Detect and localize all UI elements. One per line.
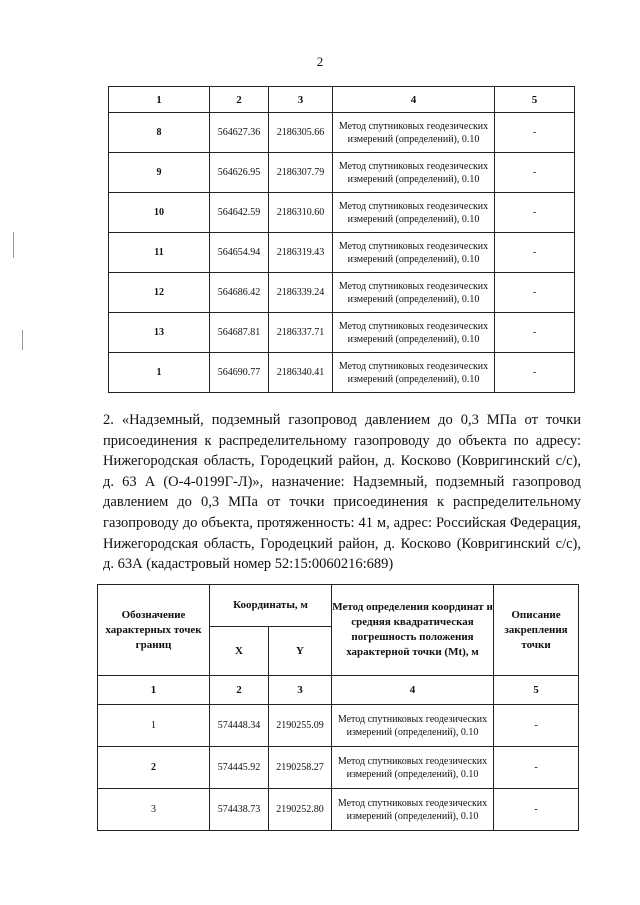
coord-y: 2186307.79 <box>269 153 333 193</box>
method-text: Метод спутниковых геодезических измерений (определений), 0.10 <box>332 789 494 831</box>
table-row <box>109 273 575 313</box>
method-text: Метод спутниковых геодезических измерений (определений), 0.10 <box>333 313 495 353</box>
coord-y: 2190258.27 <box>269 747 332 789</box>
method-text: Метод спутниковых геодезических измерений (определений), 0.10 <box>333 153 495 193</box>
table-row <box>109 193 575 233</box>
coord-y: 2186339.24 <box>269 273 333 313</box>
method-text: Метод спутниковых геодезических измерений (определений), 0.10 <box>333 233 495 273</box>
point-description: - <box>494 705 579 747</box>
table-row <box>109 353 575 393</box>
point-id: 1 <box>109 353 210 393</box>
coord-x: 564627.36 <box>210 113 269 153</box>
coord-x: 564687.81 <box>210 313 269 353</box>
method-text: Метод спутниковых геодезических измерений (определений), 0.10 <box>333 353 495 393</box>
column-number-1: 1 <box>109 87 210 113</box>
point-description: - <box>495 273 575 313</box>
point-description: - <box>495 353 575 393</box>
point-description: - <box>495 193 575 233</box>
header-y: Y <box>269 627 332 676</box>
table-row <box>109 153 575 193</box>
point-description: - <box>494 789 579 831</box>
table-row <box>98 705 579 747</box>
column-number-1: 1 <box>98 676 210 705</box>
coord-y: 2186305.66 <box>269 113 333 153</box>
coord-x: 564686.42 <box>210 273 269 313</box>
point-id: 12 <box>109 273 210 313</box>
point-id: 9 <box>109 153 210 193</box>
point-description: - <box>495 313 575 353</box>
column-number-5: 5 <box>495 87 575 113</box>
column-number-row <box>98 676 579 705</box>
object-description-paragraph: 2. «Надземный, подземный газопровод давлением до 0,3 МПа от точки присоединения к распределительному газопроводу до объекта по адресу: Нижегородская область, Городецкий район, д. Косково (Ковригинский с/с), д. 63 А (О-4-0199Г-Л)», назначение: Надземный, подземный газопровод давлением до 0,3 МПа от точки присоединения к распределительному газопроводу до объекта, протяженность: 41 м, адрес: Российская Федерация, Нижегородская область, Городецкий район, д. Косково (Ковригинский с/с), д. 63А (кадастровый номер 52:15:0060216:689) <box>103 412 581 573</box>
point-id: 1 <box>98 705 210 747</box>
coordinates-table <box>97 584 579 831</box>
point-id: 3 <box>98 789 210 831</box>
point-id: 10 <box>109 193 210 233</box>
column-number-2: 2 <box>210 676 269 705</box>
coord-x: 564690.77 <box>210 353 269 393</box>
header-description: Описание закрепления точки <box>494 585 579 676</box>
coordinates-table-continued <box>108 86 575 393</box>
table-row <box>109 313 575 353</box>
header-coordinates: Координаты, м <box>210 585 332 627</box>
coord-y: 2186340.41 <box>269 353 333 393</box>
coord-y: 2186310.60 <box>269 193 333 233</box>
coord-x: 574445.92 <box>210 747 269 789</box>
coord-y: 2190255.09 <box>269 705 332 747</box>
page-number: 2 <box>316 54 324 69</box>
header-x: X <box>210 627 269 676</box>
column-number-row <box>109 87 575 113</box>
table-row <box>98 789 579 831</box>
coord-x: 564626.95 <box>210 153 269 193</box>
table-row <box>109 113 575 153</box>
coord-x: 564654.94 <box>210 233 269 273</box>
column-number-4: 4 <box>332 676 494 705</box>
point-id: 13 <box>109 313 210 353</box>
point-description: - <box>494 747 579 789</box>
method-text: Метод спутниковых геодезических измерений (определений), 0.10 <box>333 113 495 153</box>
column-number-5: 5 <box>494 676 579 705</box>
point-id: 8 <box>109 113 210 153</box>
coord-y: 2186337.71 <box>269 313 333 353</box>
method-text: Метод спутниковых геодезических измерений (определений), 0.10 <box>332 747 494 789</box>
coord-y: 2190252.80 <box>269 789 332 831</box>
point-id: 2 <box>98 747 210 789</box>
scan-mark <box>13 232 14 258</box>
column-number-3: 3 <box>269 87 333 113</box>
method-text: Метод спутниковых геодезических измерений (определений), 0.10 <box>332 705 494 747</box>
point-description: - <box>495 233 575 273</box>
coord-x: 564642.59 <box>210 193 269 233</box>
table-row <box>98 747 579 789</box>
column-number-4: 4 <box>333 87 495 113</box>
method-text: Метод спутниковых геодезических измерений (определений), 0.10 <box>333 193 495 233</box>
column-number-3: 3 <box>269 676 332 705</box>
method-text: Метод спутниковых геодезических измерений (определений), 0.10 <box>333 273 495 313</box>
coord-x: 574448.34 <box>210 705 269 747</box>
column-number-2: 2 <box>210 87 269 113</box>
coord-y: 2186319.43 <box>269 233 333 273</box>
header-method: Метод определения координат и средняя квадратическая погрешность положения характерной точки (Mt), м <box>332 585 494 676</box>
point-description: - <box>495 153 575 193</box>
scan-mark <box>22 330 23 350</box>
table-row <box>109 233 575 273</box>
header-row <box>98 585 579 627</box>
header-point-designation: Обозначение характерных точек границ <box>98 585 210 676</box>
point-id: 11 <box>109 233 210 273</box>
point-description: - <box>495 113 575 153</box>
coord-x: 574438.73 <box>210 789 269 831</box>
